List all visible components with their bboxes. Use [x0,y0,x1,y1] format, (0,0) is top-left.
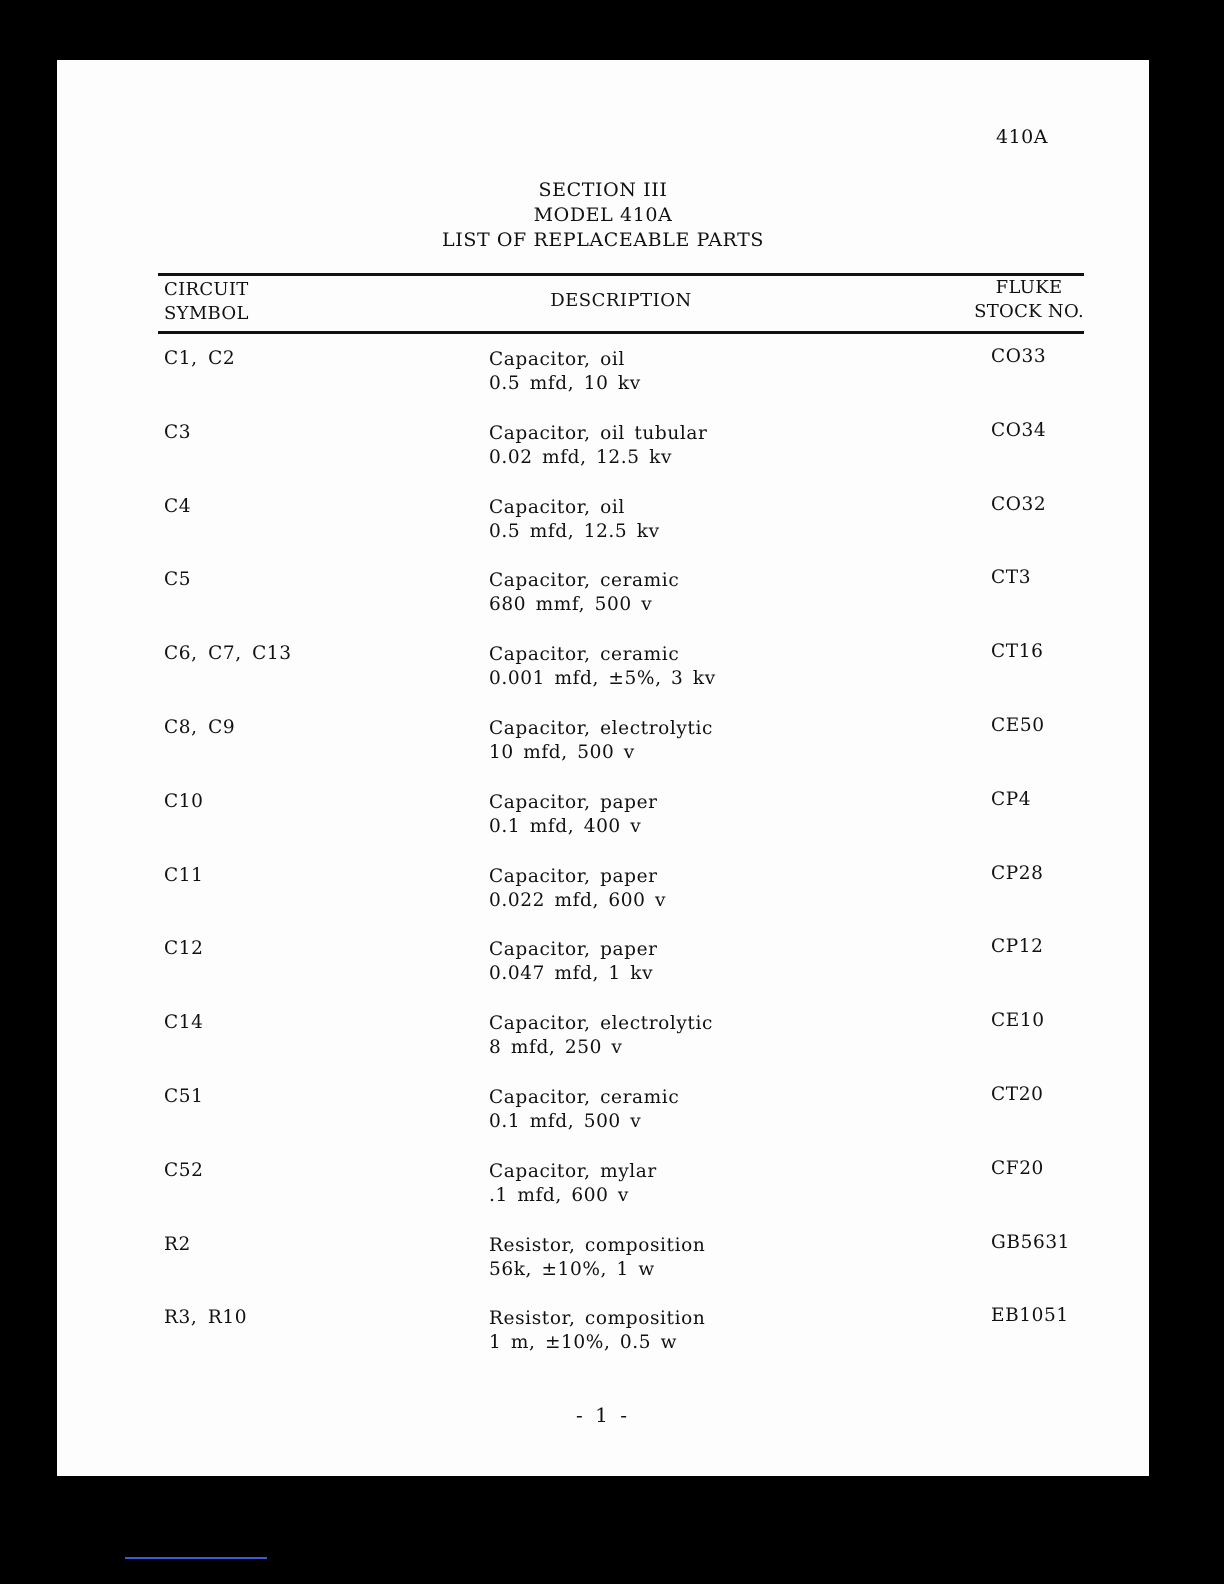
circuit-symbol: R3, R10 [164,1307,248,1329]
description-line1: Resistor, composition [489,1308,706,1330]
circuit-symbol: C11 [164,864,204,886]
stock-number: CP28 [991,862,1044,884]
title-line-section: SECTION III [538,179,668,201]
description-line2: 0.001 mfd, ±5%, 3 kv [489,668,716,690]
description-line1: Capacitor, mylar [489,1160,657,1182]
stock-number: EB1051 [991,1305,1069,1327]
title-line-model: MODEL 410A [533,204,673,226]
stock-number: CO34 [991,419,1047,441]
description-line1: Capacitor, paper [489,791,658,813]
part-description [489,422,707,470]
parts-table-header [158,273,1084,334]
model-label: 410A [996,126,1048,148]
description-line1: Capacitor, ceramic [489,644,680,666]
description-line1: Capacitor, oil [489,496,625,518]
part-description [489,717,713,765]
part-description [489,496,660,544]
circuit-symbol: R2 [164,1233,191,1255]
description-line2: 1 m, ±10%, 0.5 w [489,1332,678,1354]
description-line1: Capacitor, oil [489,349,625,370]
table-row [57,635,1149,709]
description-line2: 56k, ±10%, 1 w [489,1258,655,1280]
part-description [489,348,641,396]
header-stock-line1: FLUKE [995,277,1063,298]
stock-number: CO32 [991,493,1047,515]
description-line2: 0.047 mfd, 1 kv [489,963,654,985]
table-row [57,1078,1149,1152]
table-row [57,561,1149,635]
title-line-list: LIST OF REPLACEABLE PARTS [442,229,764,251]
description-line2: 0.5 mfd, 10 kv [489,373,641,394]
description-line1: Capacitor, paper [489,865,658,887]
circuit-symbol: C14 [164,1012,204,1034]
page-number: - 1 - [576,1403,630,1427]
part-description [489,1160,657,1208]
description-line2: .1 mfd, 600 v [489,1184,629,1206]
part-description [489,1012,713,1060]
part-description [489,569,679,617]
header-symbol-line1: CIRCUIT [164,279,249,300]
section-title [57,178,1149,253]
circuit-symbol: C8, C9 [164,716,236,738]
part-description [489,938,658,986]
part-description [489,865,666,913]
stock-number: CT16 [991,641,1044,663]
table-row [57,414,1149,488]
table-row [57,709,1149,783]
circuit-symbol: C12 [164,938,204,960]
description-line2: 0.5 mfd, 12.5 kv [489,520,660,542]
stock-number: CF20 [991,1157,1044,1179]
stock-number: CP12 [991,936,1044,958]
description-line2: 680 mmf, 500 v [489,594,653,616]
table-row [57,857,1149,931]
table-row [57,930,1149,1004]
part-description [489,1234,705,1282]
header-description: DESCRIPTION [550,290,692,311]
stock-number: CE50 [991,714,1045,736]
circuit-symbol: C51 [164,1085,204,1107]
description-line1: Capacitor, paper [489,939,658,961]
table-row [57,783,1149,857]
circuit-symbol: C4 [164,495,192,517]
header-stock-no [974,276,1084,324]
description-line1: Capacitor, electrolytic [489,717,713,739]
description-line2: 0.022 mfd, 600 v [489,889,667,911]
part-description [489,1307,705,1355]
circuit-symbol: C52 [164,1159,204,1181]
part-description [489,791,658,839]
part-description [489,643,716,691]
stock-number: CT20 [991,1083,1044,1105]
table-row [57,488,1149,562]
circuit-symbol: C6, C7, C13 [164,643,292,665]
description-line1: Capacitor, ceramic [489,1086,680,1108]
description-line1: Capacitor, oil tubular [489,422,708,444]
table-row [57,1226,1149,1300]
header-stock-line2: STOCK NO. [974,301,1084,322]
description-line2: 0.02 mfd, 12.5 kv [489,446,672,468]
stock-number: CP4 [991,788,1032,810]
table-row [57,1299,1149,1373]
description-line2: 0.1 mfd, 500 v [489,1110,642,1132]
scan-edge-line [125,1557,267,1559]
part-description [489,1086,679,1134]
description-line2: 10 mfd, 500 v [489,741,635,763]
document-page [57,60,1149,1476]
description-line1: Capacitor, electrolytic [489,1013,713,1035]
table-row [57,1004,1149,1078]
description-line1: Resistor, composition [489,1234,706,1256]
circuit-symbol: C3 [164,421,192,443]
parts-table-body [57,340,1149,1373]
circuit-symbol: C10 [164,790,204,812]
description-line1: Capacitor, ceramic [489,570,680,592]
stock-number: CT3 [991,567,1032,589]
stock-number: CE10 [991,1010,1045,1032]
circuit-symbol: C5 [164,569,192,591]
stock-number: CO33 [991,346,1047,367]
description-line2: 0.1 mfd, 400 v [489,815,642,837]
header-symbol-line2: SYMBOL [164,303,249,324]
description-line2: 8 mfd, 250 v [489,1037,623,1059]
circuit-symbol: C1, C2 [164,348,236,369]
table-row [57,1152,1149,1226]
stock-number: GB5631 [991,1231,1071,1253]
table-row [57,340,1149,414]
